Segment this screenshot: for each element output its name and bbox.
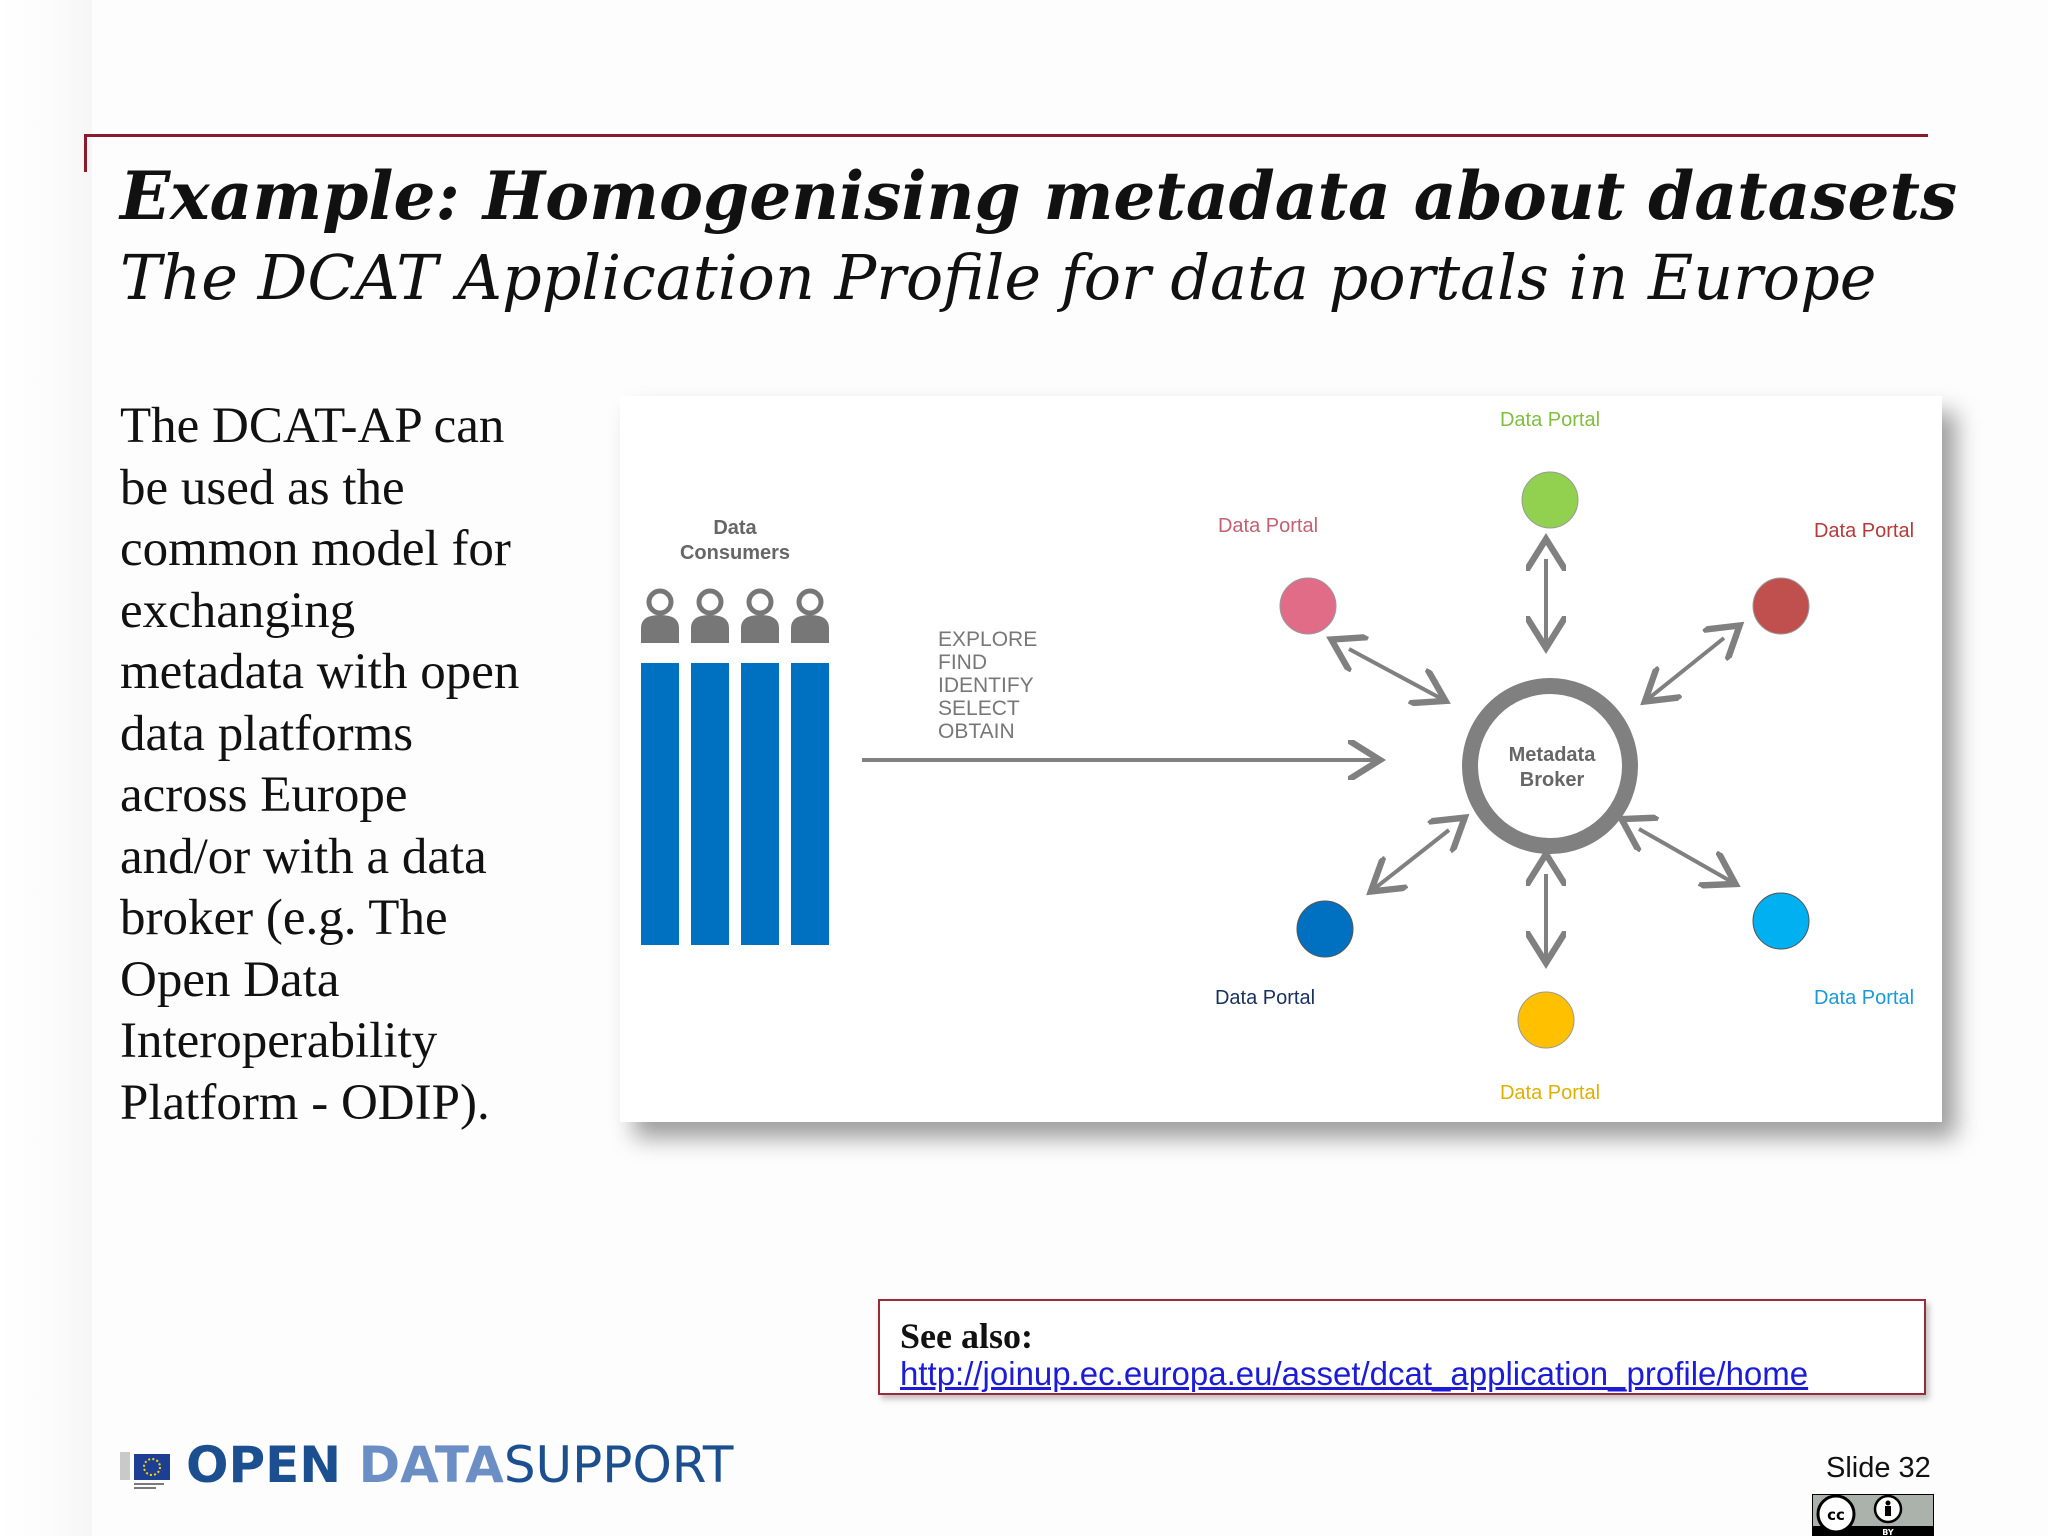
body-line: metadata with open [120,644,520,700]
person-icon [691,591,729,643]
slide-title: Example: Homogenising metadata about datasets [120,157,1958,235]
body-line: broker (e.g. The [120,890,448,946]
body-line: across Europe [120,767,408,823]
body-line: be used as the [120,459,405,516]
portal-arrow [1374,830,1449,889]
broker-label: Metadata [1508,744,1596,766]
european-commission-logo [120,1448,178,1490]
portal-arrow [1639,829,1732,882]
consumer-bar [791,663,829,945]
action-label: OBTAIN [938,720,1015,743]
action-label: FIND [938,651,987,674]
consumers-label: Data [713,517,757,539]
portal-label: Data Portal [1499,409,1601,431]
title-rule [84,134,1928,137]
portal-dot [1753,893,1809,949]
slide-subtitle: The DCAT Application Profile for data portals in Europe [120,241,1877,314]
brand-word: DATA [358,1436,504,1494]
consumer-bar [691,663,729,945]
person-icon [641,591,679,643]
consumer-bar [641,663,679,945]
see-also-box [878,1299,1926,1395]
portal-dot [1280,578,1336,634]
action-label: IDENTIFY [938,674,1034,697]
svg-text:BY: BY [1882,1528,1894,1536]
open-data-support-logo [186,1435,733,1495]
portal-dot [1297,901,1353,957]
body-line: The DCAT-AP can [120,398,505,454]
broker-label: Broker [1519,769,1585,791]
portal-dot [1753,578,1809,634]
body-line: Interoperability [120,1013,438,1069]
dcat-ap-link[interactable]: http://joinup.ec.europa.eu/asset/dcat_application_profile/home [900,1355,1809,1392]
consumer-bar [741,663,779,945]
cc-by-license-icon [1812,1494,1934,1536]
person-icon [741,591,779,643]
metadata-broker-ring [1470,686,1630,846]
brand-word: OPEN [186,1436,359,1494]
title-rule-tick [84,134,87,172]
portal-label: Data Portal [1217,515,1319,537]
body-line: data platforms [120,705,414,762]
body-line: exchanging [120,582,356,639]
portal-label: Data Portal [1499,1082,1601,1104]
consumers-label: Consumers [679,542,791,564]
body-line: Platform - ODIP). [120,1074,490,1131]
action-label: SELECT [938,697,1020,720]
portal-arrow [1648,638,1724,699]
portal-label: Data Portal [1813,987,1915,1009]
body-text [120,396,590,1134]
diagram-canvas [620,396,1942,1122]
person-icon [791,591,829,643]
brand-word: SUPPORT [503,1436,734,1494]
portal-dot [1518,992,1574,1048]
portal-label: Data Portal [1813,520,1915,542]
slide-number: Slide 32 [1826,1452,1931,1484]
svg-text:cc: cc [1827,1506,1845,1524]
portal-dot [1522,472,1578,528]
portal-label: Data Portal [1214,987,1316,1009]
body-line: and/or with a data [120,828,487,885]
left-margin-shade [0,0,92,1536]
see-also-label: See also: [900,1316,1033,1356]
broker-diagram [620,396,1942,1122]
body-line: Open Data [120,951,340,1008]
action-label: EXPLORE [938,628,1038,651]
body-line: common model for [120,521,511,577]
portal-arrow [1349,649,1442,699]
